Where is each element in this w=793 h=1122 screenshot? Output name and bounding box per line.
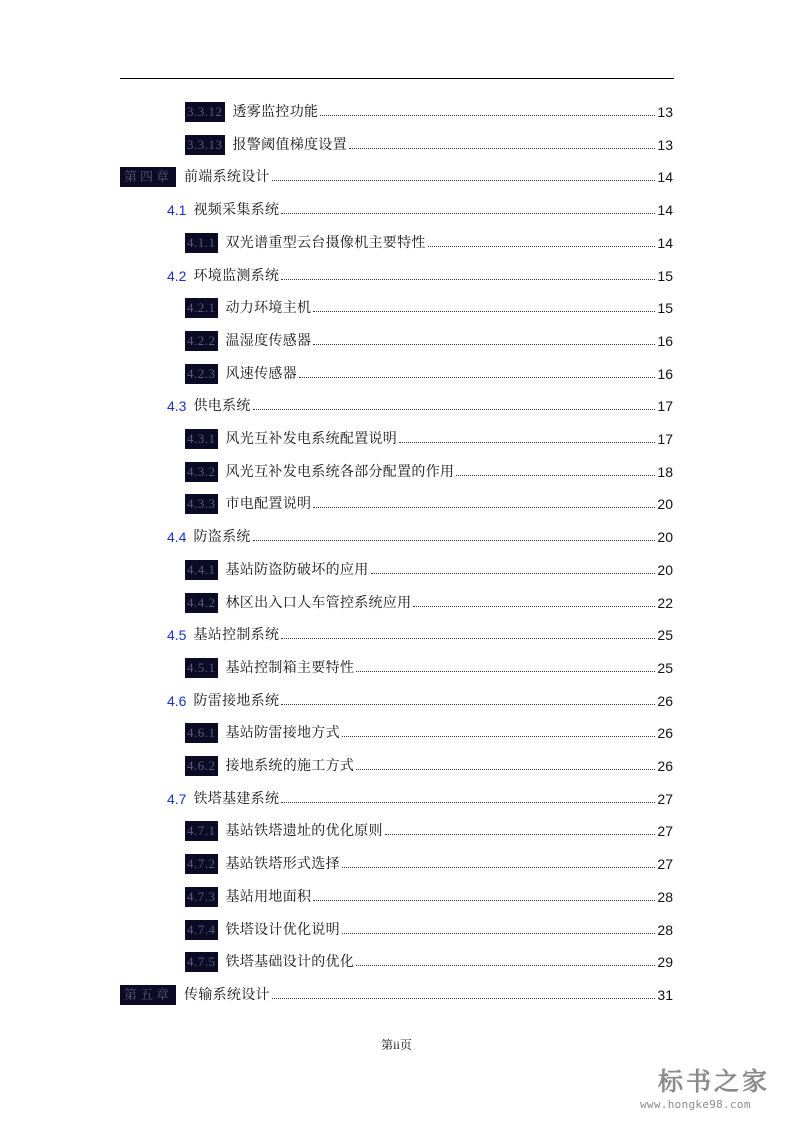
dot-leader: [356, 769, 655, 770]
dot-leader: [272, 180, 656, 181]
toc-entry-title: 市电配置说明: [225, 496, 312, 512]
watermark-url: www.hongke98.com: [640, 1098, 751, 1111]
dot-leader: [281, 704, 655, 705]
toc-entry-number: 4.7.3: [185, 887, 218, 907]
toc-entry-page: 27: [657, 856, 673, 872]
dot-leader: [281, 279, 655, 280]
toc-entry-page: 25: [657, 627, 673, 643]
toc-entry-page: 17: [657, 431, 673, 447]
toc-entry-page: 20: [657, 529, 673, 545]
toc-entry-title: 风速传感器: [225, 366, 297, 382]
toc-entry-page: 27: [657, 791, 673, 807]
toc-entry-number: 3.3.13: [185, 135, 225, 155]
dot-leader: [253, 409, 656, 410]
toc-entry[interactable]: [185, 100, 673, 124]
toc-entry[interactable]: [185, 819, 673, 843]
toc-entry-number: 4.2.2: [185, 331, 218, 351]
toc-entry-title: 动力环境主机: [225, 300, 312, 316]
toc-entry-page: 18: [657, 464, 673, 480]
toc-entry-page: 29: [657, 954, 673, 970]
page-number-label: 第ii页: [381, 1038, 412, 1052]
toc-entry-title: 基站控制箱主要特性: [225, 660, 355, 676]
dot-leader: [272, 998, 656, 999]
toc-entry[interactable]: [185, 460, 673, 484]
toc-entry-page: 13: [657, 137, 673, 153]
toc-entry-number: 4.4: [167, 529, 187, 545]
toc-entry-title: 林区出入口人车管控系统应用: [225, 595, 412, 611]
toc-entry-page: 26: [657, 758, 673, 774]
toc-entry-number: 4.3.3: [185, 494, 218, 514]
toc-entry-page: 13: [657, 104, 673, 120]
page-footer: [0, 1036, 793, 1053]
toc-entry-page: 16: [657, 366, 673, 382]
toc-entry[interactable]: [167, 394, 673, 418]
toc-entry-title: 基站控制系统: [193, 627, 280, 643]
toc-entry-number: 4.7.4: [185, 920, 218, 940]
dot-leader: [313, 344, 655, 345]
toc-entry[interactable]: [185, 133, 673, 157]
dot-leader: [320, 115, 655, 116]
toc-entry-page: 14: [657, 202, 673, 218]
toc-entry-number: 4.4.2: [185, 593, 218, 613]
dot-leader: [281, 638, 655, 639]
toc-entry[interactable]: [185, 492, 673, 516]
toc-entry-number: 4.7.5: [185, 952, 218, 972]
toc-entry-title: 风光互补发电系统各部分配置的作用: [225, 464, 455, 480]
toc-entry-number: 4.1.1: [185, 233, 218, 253]
toc-entry-number: 4.7.2: [185, 854, 218, 874]
toc-entry-title: 基站用地面积: [225, 889, 312, 905]
dot-leader: [356, 965, 655, 966]
toc-entry-page: 26: [657, 725, 673, 741]
toc-entry[interactable]: [167, 623, 673, 647]
toc-entry-page: 20: [657, 496, 673, 512]
toc-entry[interactable]: [185, 885, 673, 909]
toc-entry-page: 16: [657, 333, 673, 349]
toc-entry-title: 防雷接地系统: [193, 693, 280, 709]
toc-entry[interactable]: [120, 165, 673, 189]
watermark: [640, 1060, 790, 1116]
toc-entry-title: 透雾监控功能: [232, 104, 319, 120]
toc-chapter-number: 第四章: [120, 167, 176, 187]
toc-entry-page: 27: [657, 823, 673, 839]
toc-entry-page: 17: [657, 398, 673, 414]
toc-chapter-number: 第五章: [120, 985, 176, 1005]
toc-entry-page: 20: [657, 562, 673, 578]
toc-entry[interactable]: [185, 329, 673, 353]
watermark-logo: 标书之家: [658, 1067, 771, 1096]
toc-entry-title: 报警阈值梯度设置: [232, 137, 347, 153]
toc-entry[interactable]: [185, 754, 673, 778]
toc-entry-page: 28: [657, 922, 673, 938]
dot-leader: [342, 933, 656, 934]
toc-entry-page: 14: [657, 169, 673, 185]
toc-entry-number: 4.4.1: [185, 560, 218, 580]
toc-entry-number: 4.2.3: [185, 364, 218, 384]
toc-entry-page: 31: [657, 987, 673, 1003]
dot-leader: [313, 311, 655, 312]
toc-entry-title: 接地系统的施工方式: [225, 758, 355, 774]
toc-entry[interactable]: [167, 525, 673, 549]
dot-leader: [413, 606, 655, 607]
toc-entry-page: 22: [657, 595, 673, 611]
toc-entry[interactable]: [185, 231, 673, 255]
toc-entry-title: 前端系统设计: [184, 169, 270, 185]
toc-entry-number: 4.3: [167, 398, 187, 414]
dot-leader: [371, 573, 656, 574]
toc-entry[interactable]: [185, 656, 673, 680]
toc-entry-page: 25: [657, 660, 673, 676]
dot-leader: [313, 900, 655, 901]
dot-leader: [399, 442, 655, 443]
toc-entry-page: 15: [657, 268, 673, 284]
toc-entry-page: 14: [657, 235, 673, 251]
dot-leader: [428, 246, 656, 247]
toc-entry-page: 28: [657, 889, 673, 905]
toc-entry-number: 4.6.2: [185, 756, 218, 776]
toc-entry[interactable]: [167, 689, 673, 713]
toc-entry-number: 3.3.12: [185, 102, 225, 122]
toc-entry[interactable]: [185, 362, 673, 386]
toc-entry-number: 4.3.1: [185, 429, 218, 449]
toc-entry-page: 26: [657, 693, 673, 709]
toc-entry-title: 铁塔设计优化说明: [225, 922, 340, 938]
dot-leader: [313, 507, 655, 508]
toc-entry-number: 4.5: [167, 627, 187, 643]
dot-leader: [456, 475, 655, 476]
toc-entry-number: 4.6.1: [185, 723, 218, 743]
toc-entry-number: 4.3.2: [185, 462, 218, 482]
toc-entry[interactable]: [185, 591, 673, 615]
toc-entry-number: 4.1: [167, 202, 187, 218]
toc-entry-title: 风光互补发电系统配置说明: [225, 431, 398, 447]
toc-entry-title: 防盗系统: [193, 529, 251, 545]
dot-leader: [281, 802, 655, 803]
toc-entry-number: 4.7.1: [185, 821, 218, 841]
toc-entry[interactable]: [167, 787, 673, 811]
dot-leader: [253, 540, 656, 541]
toc-entry-title: 基站防盗防破坏的应用: [225, 562, 369, 578]
toc-entry-title: 基站铁塔形式选择: [225, 856, 340, 872]
dot-leader: [349, 148, 656, 149]
toc-entry[interactable]: [185, 721, 673, 745]
header-rule: [120, 78, 674, 79]
dot-leader: [385, 834, 656, 835]
toc-entry[interactable]: [185, 296, 673, 320]
toc-entry-number: 4.6: [167, 693, 187, 709]
toc-entry-page: 15: [657, 300, 673, 316]
toc-entry[interactable]: [185, 427, 673, 451]
toc-entry-title: 双光谱重型云台摄像机主要特性: [225, 235, 426, 251]
dot-leader: [299, 377, 655, 378]
toc-entry-title: 铁塔基础设计的优化: [225, 954, 355, 970]
toc-entry-number: 4.5.1: [185, 658, 218, 678]
toc-entry[interactable]: [120, 983, 673, 1007]
toc-entry[interactable]: [185, 558, 673, 582]
toc-entry[interactable]: [185, 852, 673, 876]
dot-leader: [342, 736, 656, 737]
dot-leader: [356, 671, 655, 672]
toc-entry-number: 4.2.1: [185, 298, 218, 318]
toc-entry[interactable]: [167, 198, 673, 222]
dot-leader: [342, 867, 656, 868]
toc-entry[interactable]: [185, 918, 673, 942]
toc-entry-title: 基站防雷接地方式: [225, 725, 340, 741]
toc-entry-title: 视频采集系统: [193, 202, 280, 218]
toc-entry-title: 铁塔基建系统: [193, 791, 280, 807]
dot-leader: [281, 213, 655, 214]
toc-entry-title: 温湿度传感器: [225, 333, 312, 349]
toc-entry-number: 4.7: [167, 791, 187, 807]
toc-entry-title: 基站铁塔遗址的优化原则: [225, 823, 383, 839]
toc-entry-title: 环境监测系统: [193, 268, 280, 284]
toc-entry-title: 供电系统: [193, 398, 251, 414]
toc-entry[interactable]: [185, 950, 673, 974]
toc-entry[interactable]: [167, 264, 673, 288]
toc-entry-title: 传输系统设计: [184, 987, 270, 1003]
toc-entry-number: 4.2: [167, 268, 187, 284]
